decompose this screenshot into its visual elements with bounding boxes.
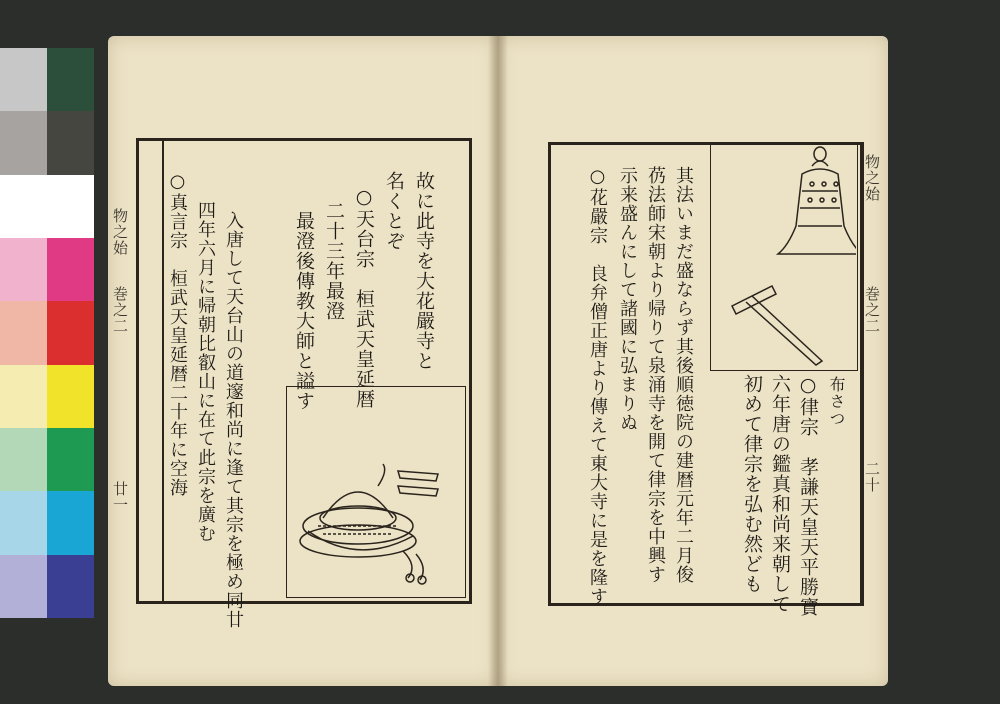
right-text-column: 初めて律宗を弘む然ども [741,374,763,594]
left-page [108,36,498,686]
illustration-caption: 布さつ [827,376,846,427]
color-patch [0,238,47,301]
right-margin-folio: 二十 [863,461,881,493]
right-page [498,36,888,686]
left-margin-title: 物之始 [111,208,129,256]
color-patch [0,365,47,428]
left-text-column: ○天台宗 桓武天皇延暦 [353,186,375,409]
color-patch [0,48,47,111]
right-text-column: ○花嚴宗 良弁僧正唐より傳えて東大寺に是を隆す [587,166,608,606]
right-text-column: 六年唐の鑑真和尚来朝して [769,374,791,614]
color-patch [0,111,47,174]
open-book [108,36,888,686]
color-calibration-chart [0,48,94,618]
color-patch [47,48,94,111]
right-text-column: 其法いまだ盛ならず其後順徳院の建暦元年二月俊 [673,166,694,584]
left-text-column: 四年六月に帰朝比叡山に在て此宗を廣む [195,201,216,543]
color-patch [0,491,47,554]
color-patch [47,491,94,554]
left-margin-folio: 廿一 [111,481,129,513]
right-margin-rule [860,142,862,606]
color-patch [47,111,94,174]
right-margin-title: 物之始 [863,154,881,202]
bell-and-hammer-illustration [712,146,856,366]
left-text-column: 二十三年最澄 [323,201,345,321]
left-margin-volume: 巻之二 [111,286,129,334]
left-margin-rule [162,138,164,604]
left-text-column: 名くとぞ [383,171,405,251]
book-gutter [488,36,508,686]
color-patch [0,175,47,238]
color-patch [47,238,94,301]
left-text-column: 入唐して天台山の道邃和尚に逢て其宗を極め同廿 [223,211,244,629]
color-patch [47,555,94,618]
color-patch [0,301,47,364]
left-text-column: ○真言宗 桓武天皇延暦二十年に空海 [167,171,188,497]
color-patch [47,365,94,428]
right-text-column: 示来盛んにして諸國に弘まりぬ [617,166,638,432]
straw-hat-illustration [288,456,458,586]
color-patch [47,428,94,491]
color-patch [47,301,94,364]
left-text-column: 最澄後傳教大師と謚す [293,211,315,411]
color-patch [0,428,47,491]
right-text-column: 芿法師宋朝より帰りて泉涌寺を開て律宗を中興す [645,166,666,584]
left-text-column: 故に此寺を大花嚴寺と [413,171,435,371]
right-text-column: ○律宗 孝謙天皇天平勝寶 [797,374,819,617]
right-margin-volume: 巻之二 [863,286,881,334]
color-patch [0,555,47,618]
color-patch [47,175,94,238]
